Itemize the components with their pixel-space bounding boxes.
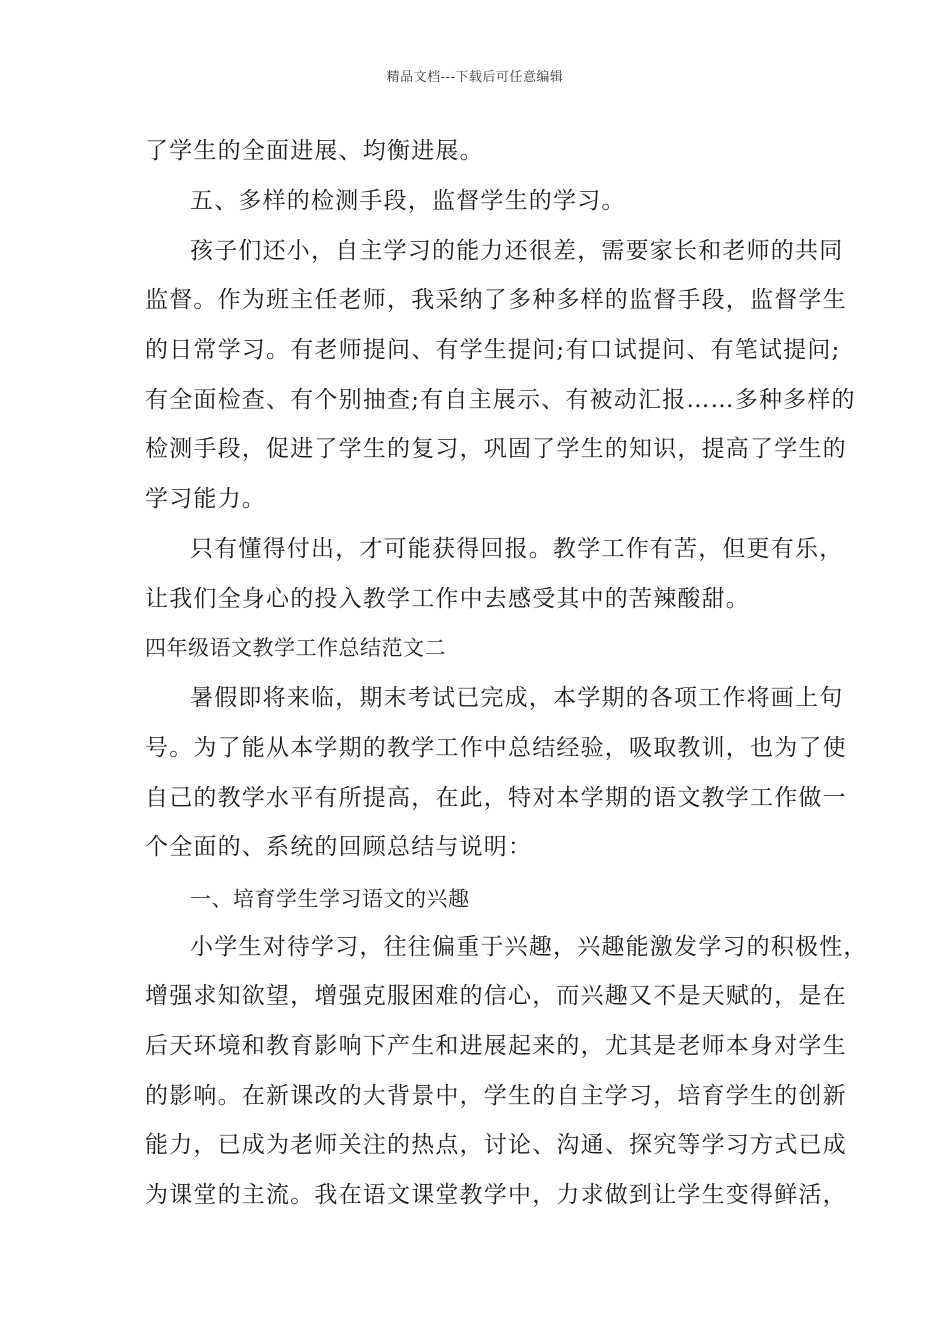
paragraph-line: 检测手段，促进了学生的复习，巩固了学生的知识，提高了学生的	[145, 436, 847, 462]
paragraph-line: 增强求知欲望，增强克服困难的信心，而兴趣又不是天赋的，是在	[145, 983, 847, 1009]
paragraph-line: 让我们全身心的投入教学工作中去感受其中的苦辣酸甜。	[145, 586, 750, 612]
section-heading: 五、多样的检测手段，监督学生的学习。	[190, 188, 626, 214]
paragraph-line: 自己的教学水平有所提高，在此，特对本学期的语文教学工作做一	[145, 785, 847, 811]
article-title: 四年级语文教学工作总结范文二	[145, 636, 446, 660]
paragraph-line: 只有懂得付出，才可能获得回报。教学工作有苦，但更有乐，	[190, 536, 844, 562]
paragraph-line: 能力，已成为老师关注的热点，讨论、沟通、探究等学习方式已成	[145, 1132, 847, 1158]
paragraph-line: 个全面的、系统的回顾总结与说明：	[145, 834, 533, 860]
paragraph-line: 号。为了能从本学期的教学工作中总结经验，吸取教训，也为了使	[145, 735, 847, 761]
paragraph-line: 后天环境和教育影响下产生和进展起来的，尤其是老师本身对学生	[145, 1033, 847, 1059]
paragraph-line: 了学生的全面进展、均衡进展。	[145, 138, 484, 164]
paragraph-line: 为课堂的主流。我在语文课堂教学中，力求做到让学生变得鲜活，	[145, 1182, 847, 1208]
paragraph-line: 孩子们还小，自主学习的能力还很差，需要家长和老师的共同	[190, 238, 844, 264]
section-heading: 一、培育学生学习语文的兴趣	[190, 887, 470, 911]
paragraph-line: 的日常学习。有老师提问、有学生提问;有口试提问、有笔试提问;	[145, 337, 841, 363]
paragraph-line: 有全面检查、有个别抽查;有自主展示、有被动汇报……多种多样的	[145, 387, 856, 413]
paragraph-line: 监督。作为班主任老师，我采纳了多种多样的监督手段，监督学生	[145, 287, 847, 313]
paragraph-line: 小学生对待学习，往往偏重于兴趣，兴趣能激发学习的积极性，	[190, 934, 868, 960]
paragraph-line: 的影响。在新课改的大背景中，学生的自主学习，培育学生的创新	[145, 1083, 847, 1109]
page-header: 精品文档---下载后可任意编辑	[386, 70, 564, 85]
paragraph-line: 暑假即将来临，期末考试已完成，本学期的各项工作将画上句	[190, 685, 844, 711]
paragraph-line: 学习能力。	[145, 486, 266, 512]
